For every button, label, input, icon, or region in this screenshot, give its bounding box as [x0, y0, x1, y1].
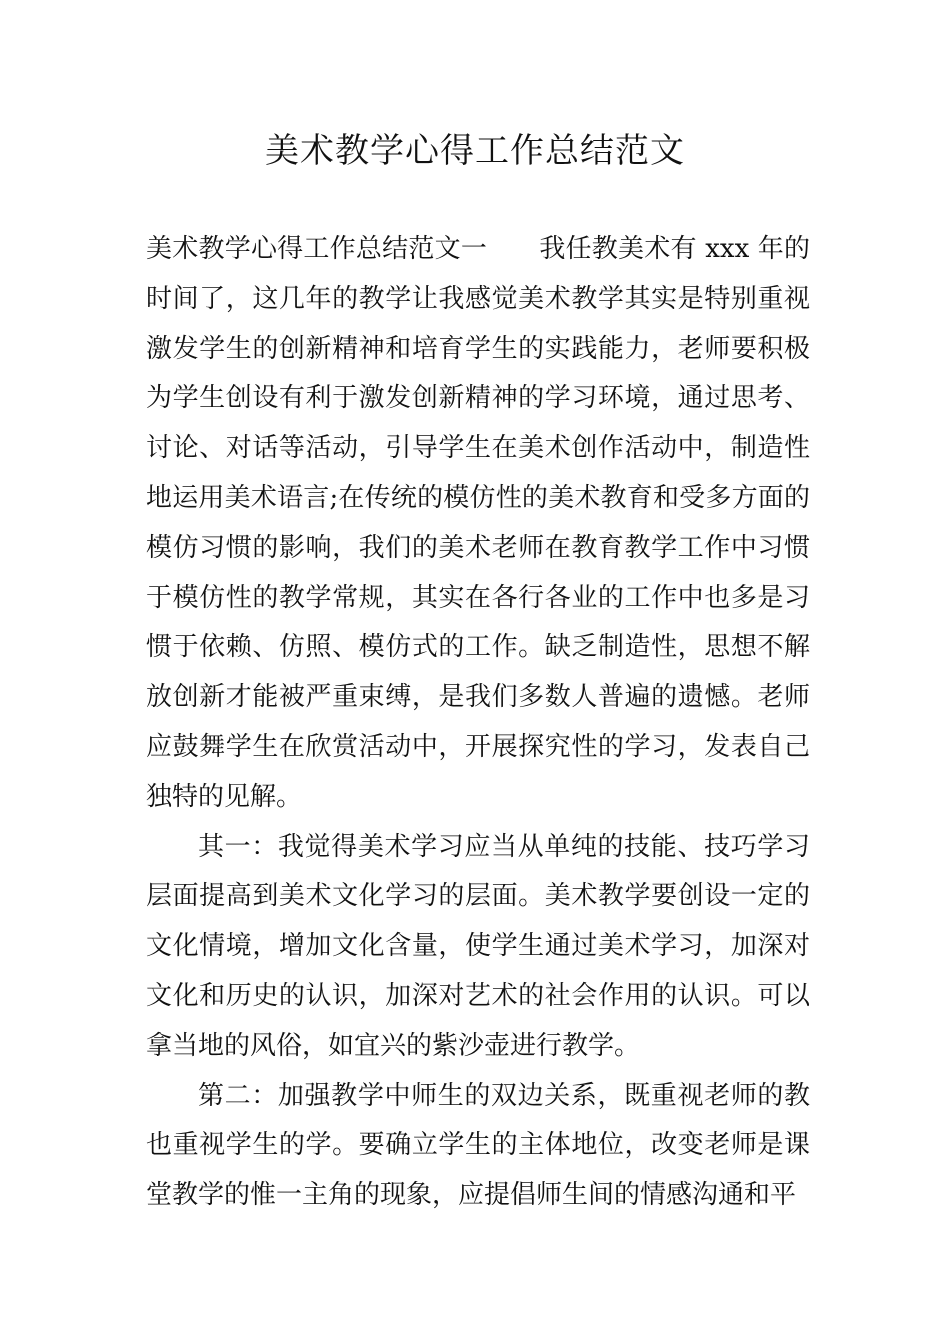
paragraph-first: 其一：我觉得美术学习应当从单纯的技能、技巧学习层面提高到美术文化学习的层面。美术教学要创设一定的文化情境，增加文化含量，使学生通过美术学习，加深对文化和历史的认识，加深对艺术的社会作用的认识。可以拿当地的风俗，如宜兴的紫沙壶进行教学。: [146, 831, 810, 1061]
intro-text: 我任教美术有 xxx 年的时间了，这几年的教学让我感觉美术教学其实是特别重视激发学生的创新精神和培育学生的实践能力，老师要积极为学生创设有利于激发创新精神的学习环境，通过思考、讨论、对话等活动，引导学生在美术创作活动中，制造性地运用美术语言;在传统的模仿性的美术教育和受多方面的模仿习惯的影响，我们的美术老师在教育教学工作中习惯于模仿性的教学常规，其实在各行各业的工作中也多是习惯于依赖、仿照、模仿式的工作。缺乏制造性，思想不解放创新才能被严重束缚，是我们多数人普遍的遗憾。老师应鼓舞学生在欣赏活动中，开展探究性的学习，发表自己独特的见解。: [146, 234, 810, 812]
document-title: 美术教学心得工作总结范文: [265, 131, 685, 171]
intro-paragraph: [146, 225, 810, 823]
document-body: [146, 225, 810, 1221]
intro-heading: 美术教学心得工作总结范文一: [146, 234, 488, 264]
paragraph-second: 第二：加强教学中师生的双边关系，既重视老师的教也重视学生的学。要确立学生的主体地位，改变老师是课堂教学的惟一主角的现象，应提倡师生间的情感沟通和平: [146, 1080, 810, 1211]
